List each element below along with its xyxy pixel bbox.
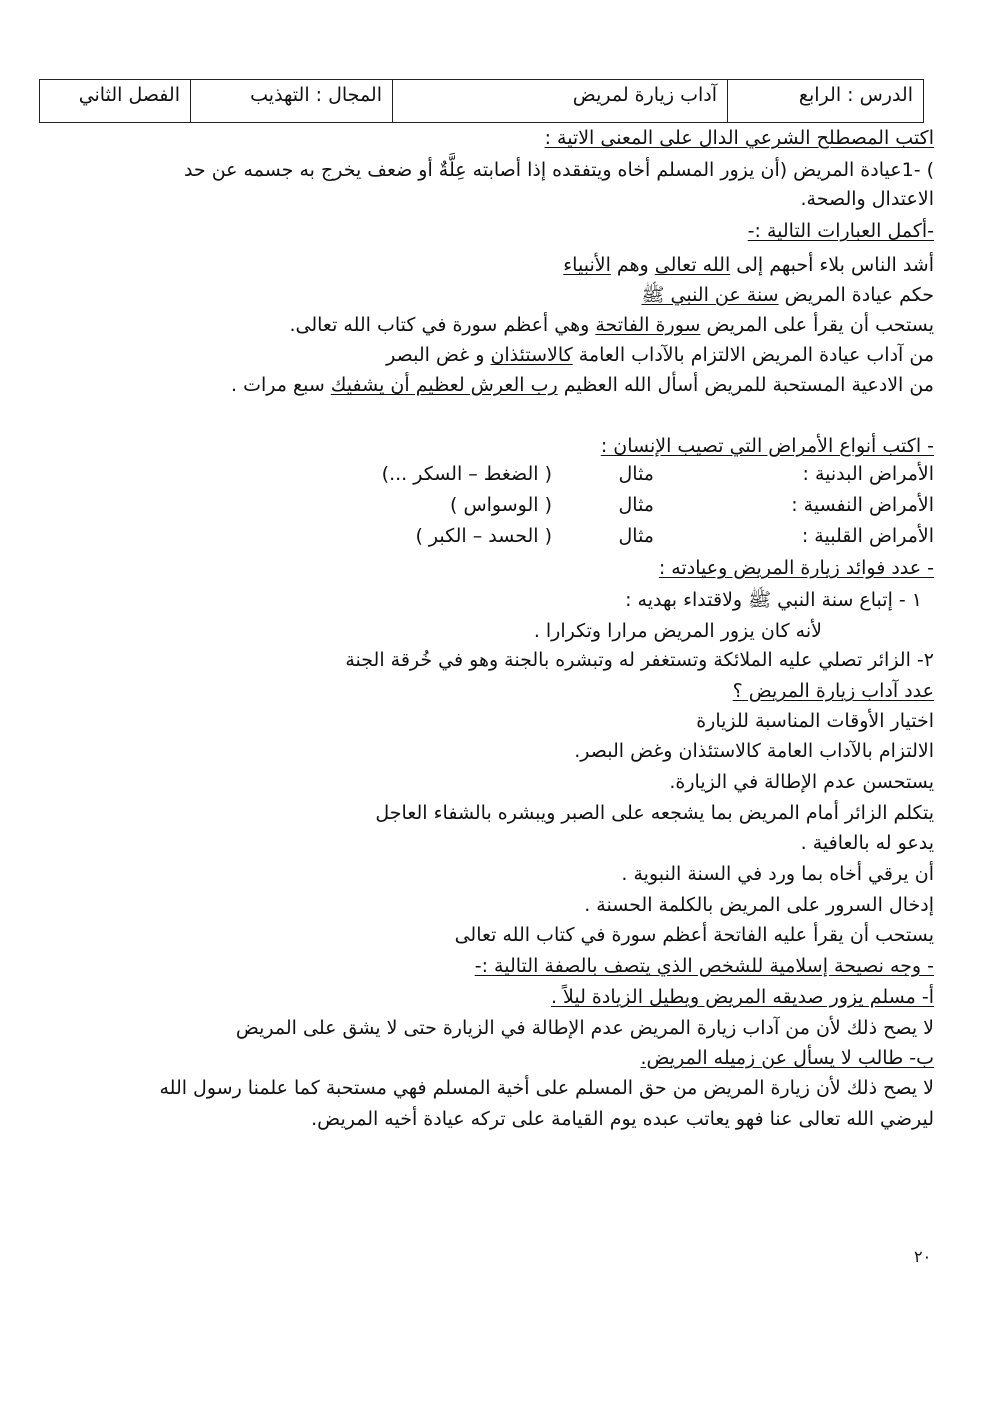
line-b-answer: سنة عن النبي ﷺ <box>641 284 779 306</box>
line-c-answer: سورة الفاتحة <box>595 314 701 336</box>
complete-line-e <box>231 373 934 397</box>
line-e-answer: رب العرش لعظيم أن يشفيك <box>330 374 558 396</box>
advice-answer-a: لا يصح ذلك لأن من آداب زيارة المريض عدم الإطالة في الزيارة حتى لا يشق على المريض <box>235 1017 934 1039</box>
disease-type: الأمراض البدنية : <box>802 463 934 485</box>
line-d-text: من آداب عيادة المريض الالتزام بالآداب العامة <box>572 344 934 366</box>
line-a-text: أشد الناس بلاء أحبهم إلى <box>730 254 934 276</box>
etiquette-item: الالتزام بالآداب العامة كالاستئذان وغض البصر. <box>574 740 934 762</box>
example-label: مثال <box>618 525 654 547</box>
etiquette-item: يتكلم الزائر أمام المريض بما يشجعه على الصبر ويبشره بالشفاء العاجل <box>375 802 934 824</box>
lesson-title-cell: آداب زيارة لمريض <box>392 80 727 122</box>
section6-heading: - وجه نصيحة إسلامية للشخص الذي يتصف بالصفة التالية :- <box>474 955 934 977</box>
section3-heading: - اكتب أنواع الأمراض التي تصيب الإنسان : <box>600 435 934 457</box>
disease-type: الأمراض النفسية : <box>791 494 934 516</box>
complete-line-d <box>386 343 934 367</box>
line-b-text: حكم عيادة المريض <box>778 284 934 306</box>
line-d-post: و غض البصر <box>386 344 491 366</box>
line-e-post: سبع مرات . <box>231 374 331 396</box>
complete-line-a <box>563 253 934 277</box>
complete-line-c <box>289 313 934 337</box>
disease-example: ( الوسواس ) <box>450 494 552 516</box>
disease-example: ( الضغط – السكر ...) <box>381 463 552 485</box>
example-label: مثال <box>618 494 654 516</box>
line-a-answer-1: الله تعالى <box>654 254 731 276</box>
section2-heading: -أكمل العبارات التالية :- <box>747 220 934 242</box>
advice-question-a: أ- مسلم يزور صديقه المريض ويطيل الزيادة ليلاً . <box>550 986 934 1008</box>
benefit-1: ١ - إتباع سنة النبي ﷺ ولاقتداء بهديه : <box>625 589 922 611</box>
advice-answer-b-2: ليرضي الله تعالى عنا فهو يعاتب عبده يوم القيامة على تركه عيادة أخيه المريض. <box>311 1108 934 1130</box>
etiquette-item: يستحب أن يقرأ عليه الفاتحة أعظم سورة في كتاب الله تعالى <box>454 924 934 946</box>
etiquette-item: اختيار الأوقات المناسبة للزيارة <box>696 710 934 732</box>
section5-heading: عدد آداب زيارة المريض ؟ <box>732 680 934 702</box>
disease-type: الأمراض القلبية : <box>801 525 934 547</box>
line-e-text: من الادعية المستحبة للمريض أسأل الله العظيم <box>557 374 934 396</box>
header-table <box>39 79 924 123</box>
benefit-1-detail: لأنه كان يزور المريض مرارا وتكرارا . <box>533 620 822 642</box>
line-a-mid: وهم <box>610 254 655 276</box>
line-a-answer-2: الأنبياء <box>563 254 611 276</box>
line-d-answer: كالاستئذان <box>490 344 573 366</box>
section4-heading: - عدد فوائد زيارة المريض وعيادته : <box>658 557 934 579</box>
line-c-post: وهي أعظم سورة في كتاب الله تعالى. <box>289 314 596 336</box>
etiquette-item: إدخال السرور على المريض بالكلمة الحسنة . <box>584 894 934 916</box>
benefit-2: ٢- الزائر تصلي عليه الملائكة وتستغفر له وتبشره بالجنة وهو في خُرقة الجنة <box>345 649 934 671</box>
example-label: مثال <box>618 463 654 485</box>
etiquette-item: يدعو له بالعافية . <box>800 832 934 854</box>
semester-cell: الفصل الثاني <box>78 84 180 106</box>
lesson-cell: الدرس : الرابع <box>727 80 923 122</box>
advice-answer-b-1: لا يصح ذلك لأن زيارة المريض من حق المسلم على أخية المسلم فهي مستحبة كما علمنا رسول الله <box>159 1077 934 1099</box>
line-c-text: يستحب أن يقرأ على المريض <box>700 314 934 336</box>
section1-heading: اكتب المصطلح الشرعي الدال على المعنى الاتية : <box>544 127 934 149</box>
definition-line-1: ) -1عيادة المريض (أن يزور المسلم أخاه ويتفقده إذا أصابته عِلَّةٌ أو ضعف يخرج به جسمه عن حد <box>183 159 934 181</box>
advice-question-b: ب- طالب لا يسأل عن زميله المريض. <box>640 1047 934 1069</box>
disease-example: ( الحسد – الكبر ) <box>415 525 552 547</box>
etiquette-item: يستحسن عدم الإطالة في الزيارة. <box>669 771 934 793</box>
definition-line-2: الاعتدال والصحة. <box>800 188 934 210</box>
domain-cell: المجال : التهذيب <box>190 80 392 122</box>
etiquette-item: أن يرقي أخاه بما ورد في السنة النبوية . <box>621 863 934 885</box>
page-number: ٢٠ <box>914 1247 932 1266</box>
complete-line-b <box>642 283 934 307</box>
